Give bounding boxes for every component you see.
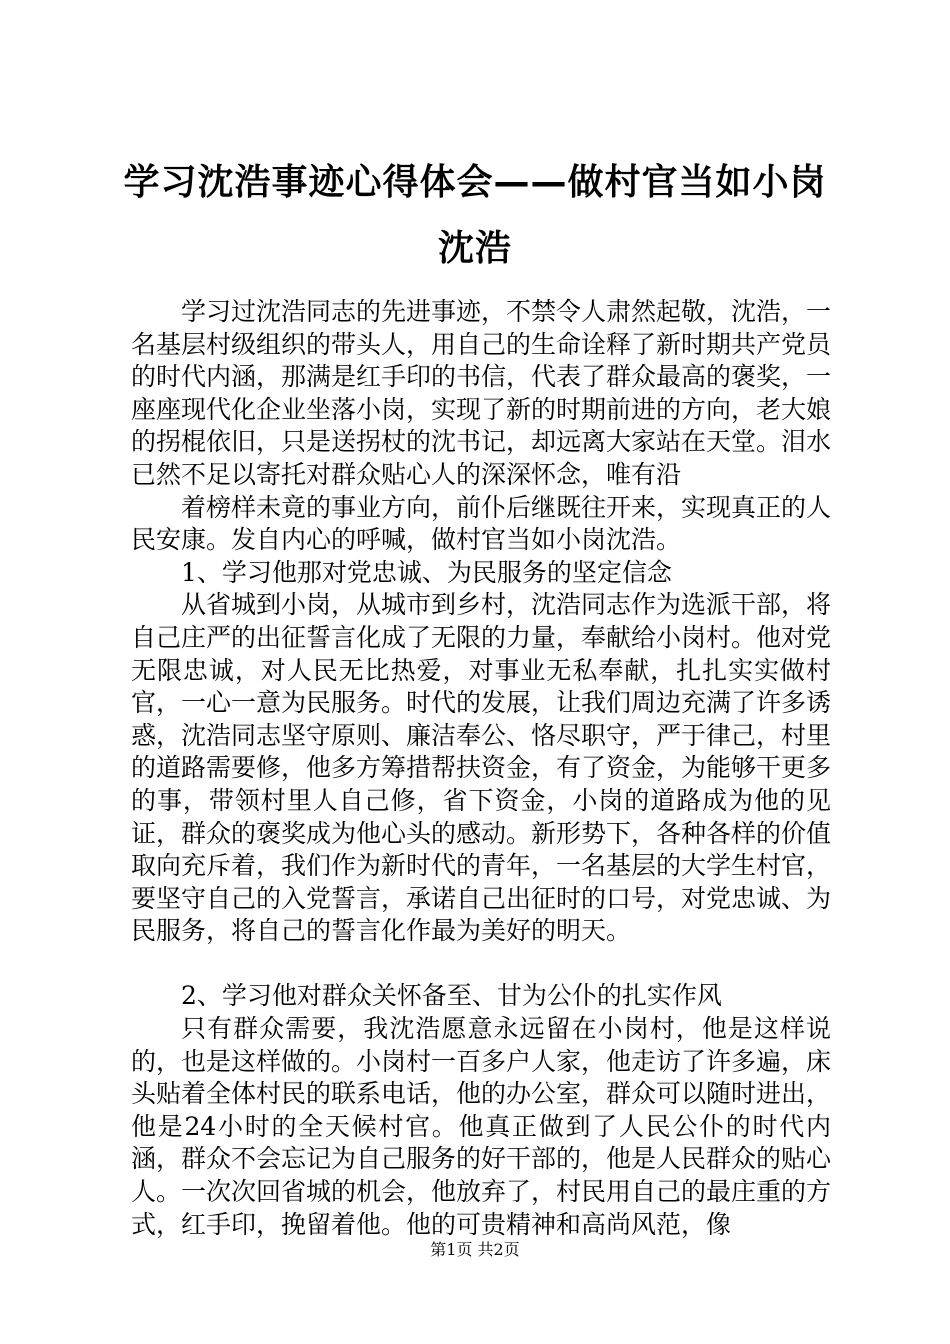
paragraph-section-1: 从省城到小岗，从城市到乡村，沈浩同志作为选派干部，将自己庄严的出征誓言化成了无限的力量，奉献给小岗村。他对党无限忠诚，对人民无比热爱，对事业无私奉献，扎扎实实做村官，一心一意为民服务。时代的发展，让我们周边充满了许多诱惑，沈浩同志坚守原则、廉洁奉公、恪尽职守，严于律己，村里的道路需要修，他多方筹措帮扶资金，有了资金，为能够干更多的事，带领村里人自己修，省下资金，小岗的道路成为他的见证，群众的褒奖成为他心头的感动。新形势下，各种各样的价值取向充斥着，我们作为新时代的青年，一名基层的大学生村官，要坚守自己的入党誓言，承诺自己出征时的口号，对党忠诚、为民服务，将自己的誓言化作最为美好的明天。 [131, 590, 832, 946]
document-body [131, 296, 831, 1241]
paragraph-intro-continued: 着榜样未竟的事业方向，前仆后继既往开来，实现真正的人民安康。发自内心的呼喊，做村官当如小岗沈浩。 [131, 492, 832, 555]
paragraph-intro: 学习过沈浩同志的先进事迹，不禁令人肃然起敬，沈浩，一名基层村级组织的带头人，用自己的生命诠释了新时期共产党员的时代内涵，那满是红手印的书信，代表了群众最高的褒奖，一座座现代化企业坐落小岗，实现了新的时期前进的方向，老大娘的拐棍依旧，只是送拐杖的沈书记，却远离大家站在天堂。泪水已然不足以寄托对群众贴心人的深深怀念，唯有沿 [131, 297, 832, 489]
section-heading-2: 2、学习他对群众关怀备至、甘为公仆的扎实作风 [181, 981, 722, 1011]
section-heading-1: 1、学习他那对党忠诚、为民服务的坚定信念 [181, 557, 672, 587]
document-title: 学习沈浩事迹心得体会——做村官当如小岗沈浩 [123, 162, 827, 269]
page-footer: 第1页 共2页 [430, 1240, 520, 1259]
paragraph-section-2: 只有群众需要，我沈浩愿意永远留在小岗村，他是这样说的，也是这样做的。小岗村一百多户人家，他走访了许多遍，床头贴着全体村民的联系电话，他的办公室，群众可以随时进出，他是24小时的全天候村官。他真正做到了人民公仆的时代内涵，群众不会忘记为自己服务的好干部的，他是人民群众的贴心人。一次次回省城的机会，他放弃了，村民用自己的最庄重的方式，红手印，挽留着他。他的可贵精神和高尚风范，像 [131, 1014, 832, 1239]
